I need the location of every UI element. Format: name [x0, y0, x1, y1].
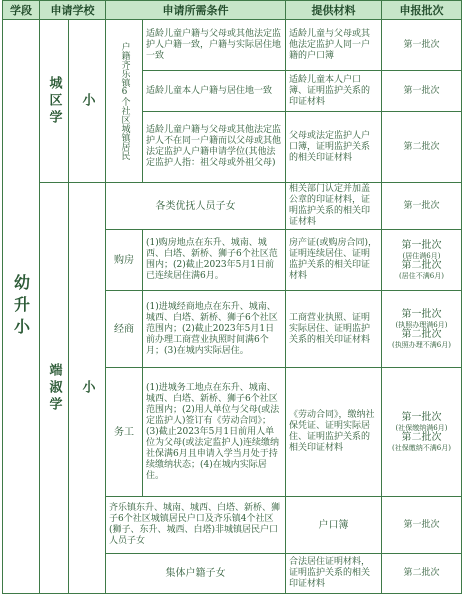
condition-row-4: 各类优抚人员子女: [105, 182, 286, 230]
batch-row-5-second-note: (居住不满6月): [399, 272, 444, 280]
batch-row-6-second-note: (执照办理不满6月): [392, 341, 451, 349]
batch-row-5: [381, 229, 462, 291]
condition-row-9: 集体户籍子女: [105, 553, 286, 594]
batch-row-5-second: 第二批次: [401, 260, 442, 271]
condition-row-7: (1)进城务工地点在东升、城南、城西、白塔、新桥、狮子6个社区范围内；(2)用人单位与父母(或法定监护人)签订有《劳动合同》；(3)截止2023年5月1日前用人单位为父母(或法定监护人)连续缴纳社保满6月且申请入学当月处于持续缴纳状态；(4)在城内实际居住。: [142, 367, 286, 497]
batch-row-3: 第二批次: [381, 111, 462, 183]
stage-label: 幼升小: [11, 273, 31, 340]
school-b-name-col1: 端淑学: [46, 362, 62, 414]
batch-row-7-first-note: (社保缴纳满6月): [395, 424, 448, 432]
batch-row-6-second: 第二批次: [401, 329, 442, 340]
batch-row-6: [381, 290, 462, 368]
material-row-5: 房产证(或购房合同)，证明连续居住、证明监护关系的相关印证材料: [285, 229, 382, 291]
header-batch: 申报批次: [381, 0, 462, 20]
material-row-7: 《劳动合同》，缴纳社保凭证、证明实际居住、证明监护关系的相关印证材料: [285, 367, 382, 497]
batch-row-2: 第一批次: [381, 70, 462, 112]
batch-row-7-second: 第二批次: [401, 432, 442, 443]
condition-row-8: 齐乐镇东升、城南、城西、白塔、新桥、狮子6个社区城镇居民户口及齐乐镇4个社区(狮子、东升、城西、白塔)非城镇居民户口人员子女: [105, 496, 286, 554]
header-stage: 学段: [2, 0, 40, 20]
sub-label-business: 经商: [105, 290, 143, 368]
stage-cell: [2, 19, 40, 594]
batch-row-5-first-note: (居住满6月): [402, 252, 441, 260]
batch-row-7: [381, 367, 462, 497]
material-row-1: 适龄儿童与父母或其他法定监护人同一户籍的户口簿: [285, 19, 382, 71]
school-b-name-col2: 小: [79, 379, 95, 397]
batch-row-1: 第一批次: [381, 19, 462, 71]
material-row-9: 合法居住证明材料，证明监护关系的相关印证材料: [285, 553, 382, 594]
material-row-6: 工商营业执照、证明实际居住、证明监护关系的相关印证材料: [285, 290, 382, 368]
school-a-subgroup: [105, 19, 143, 183]
header-school: 申请学校: [39, 0, 106, 20]
batch-row-8: 第一批次: [381, 496, 462, 554]
condition-row-3: 适龄儿童户籍与父母或其他法定监护人不在同一户籍而以父母或其他法定监护人户籍申请学位(其他法定监护人指：祖父母或外祖父母): [142, 111, 286, 183]
batch-row-4: 第一批次: [381, 182, 462, 230]
condition-row-6: (1)进城经商地点在东升、城南、城西、白塔、新桥、狮子6个社区范围内；(2)截止2023年5月1日前办理工商营业执照时间满6个月；(3)在城内实际居住。: [142, 290, 286, 368]
batch-row-7-second-note: (社保缴纳不满6月): [392, 444, 451, 452]
school-a-cell-2: [68, 19, 106, 183]
batch-row-6-first: 第一批次: [401, 309, 442, 320]
material-row-3: 父母或法定监护人户口簿，证明监护关系的相关印证材料: [285, 111, 382, 183]
school-b-cell: [39, 182, 69, 594]
sub-label-work: 务工: [105, 367, 143, 497]
school-a-name-col2: 小: [79, 92, 95, 110]
school-b-cell-2: [68, 182, 106, 594]
material-row-4: 相关部门认定并加盖公章的印证材料，证明监护关系的相关印证材料: [285, 182, 382, 230]
batch-row-6-first-note: (执照办理满6月): [395, 321, 448, 329]
enrollment-table: [2, 0, 462, 594]
batch-row-5-first: 第一批次: [401, 240, 442, 251]
sub-label-house: 购房: [105, 229, 143, 291]
subgroup-label: 户籍齐乐镇6个社区城镇居民: [119, 42, 130, 160]
batch-row-9: 第二批次: [381, 553, 462, 594]
header-conditions: 申请所需条件: [105, 0, 286, 20]
condition-row-1: 适龄儿童户籍与父母或其他法定监护人户籍一致，户籍与实际居住地一致: [142, 19, 286, 71]
condition-row-2: 适龄儿童本人户籍与居住地一致: [142, 70, 286, 112]
school-a-cell: [39, 19, 69, 183]
header-materials: 提供材料: [285, 0, 382, 20]
material-row-2: 适龄儿童本人户口簿、证明监护关系的印证材料: [285, 70, 382, 112]
material-row-8: 户口簿: [285, 496, 382, 554]
condition-row-5: (1)购房地点在东升、城南、城西、白塔、新桥、狮子6个社区范围内；(2)截止2023年5月1日前已连续居住满6月。: [142, 229, 286, 291]
school-a-name-col1: 城区学: [46, 75, 62, 127]
batch-row-7-first: 第一批次: [401, 412, 442, 423]
